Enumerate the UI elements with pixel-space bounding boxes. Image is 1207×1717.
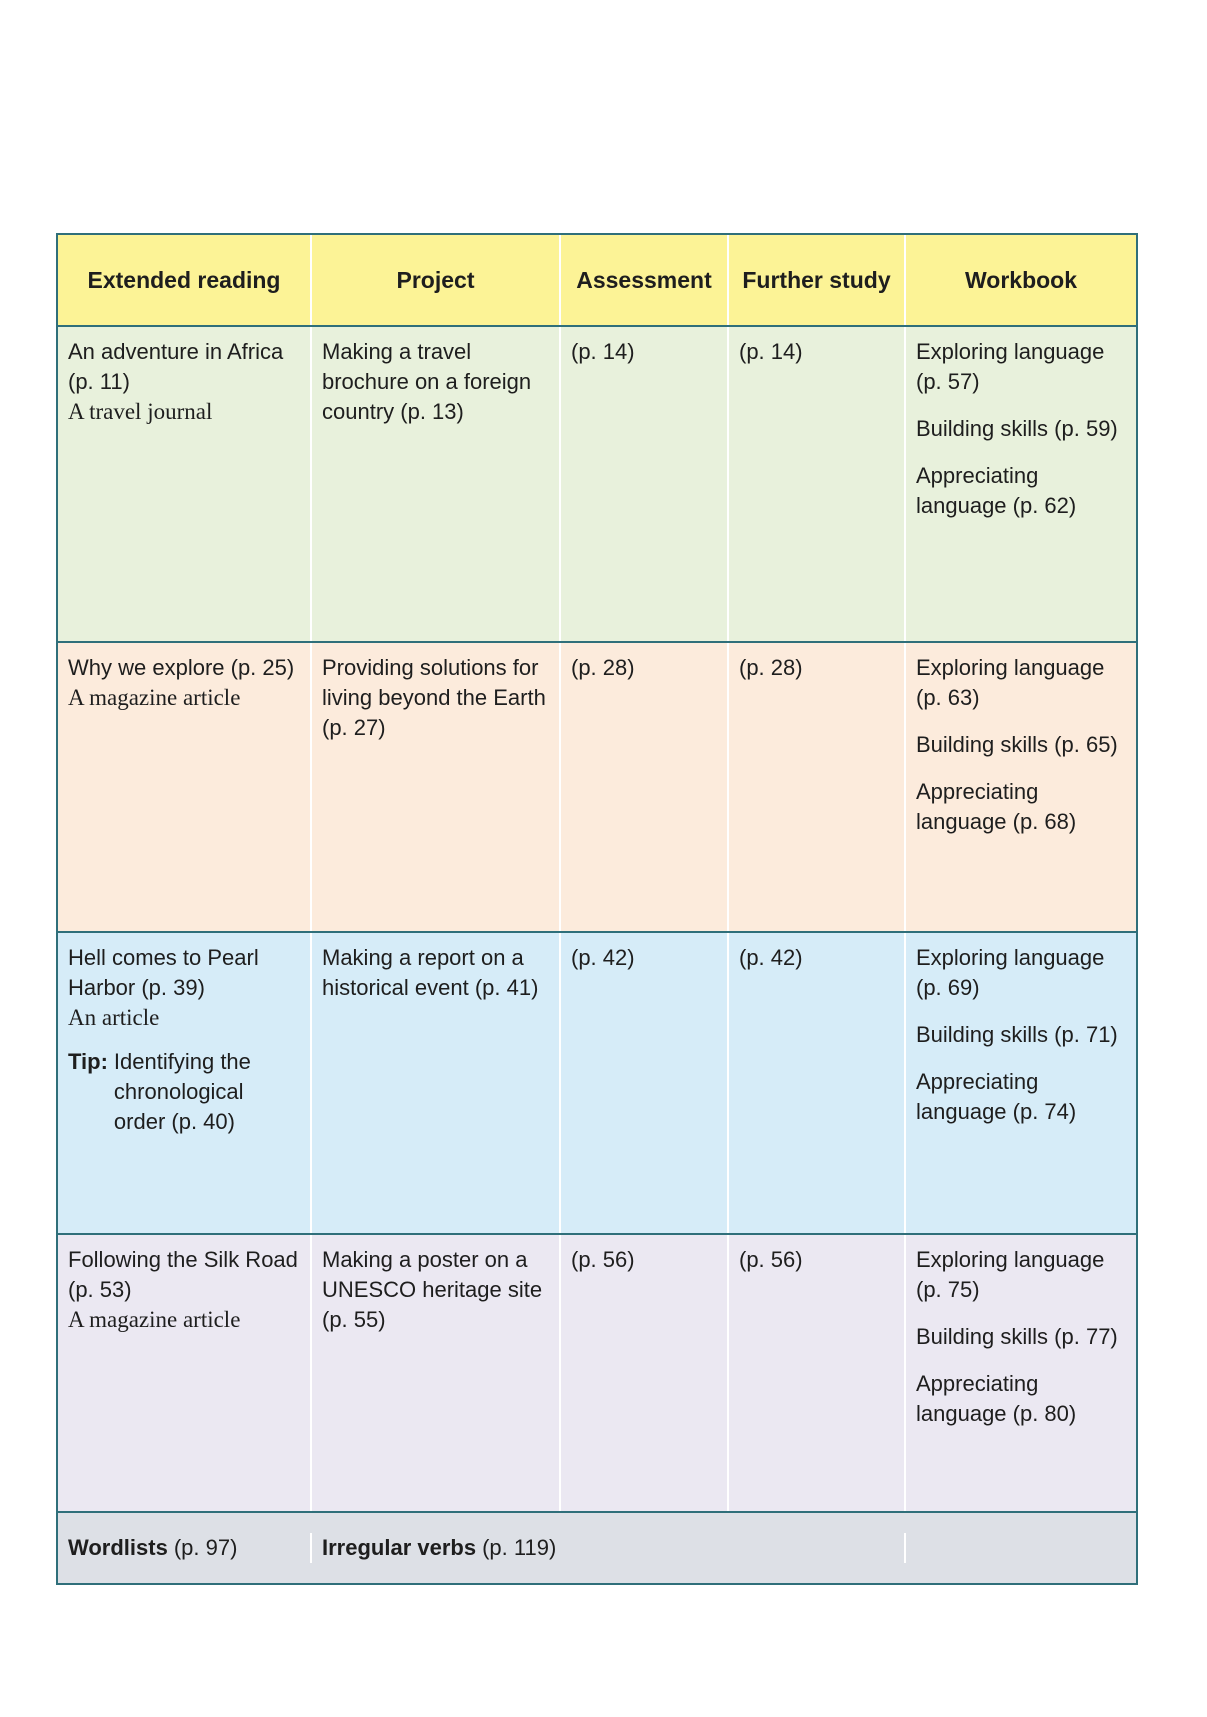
table-row [58, 1235, 1136, 1513]
workbook-exploring-language: Exploring language (p. 69) [916, 945, 1105, 1000]
tip-text: Identifying the chronological order (p. 40) [113, 1049, 251, 1134]
assessment-cell: (p. 42) [561, 933, 729, 1233]
workbook-exploring-language: Exploring language (p. 57) [916, 339, 1105, 394]
workbook-building-skills: Building skills (p. 71) [916, 1022, 1118, 1047]
reading-cell [58, 327, 312, 641]
header-extended-reading: Extended reading [58, 235, 312, 325]
workbook-appreciating-language: Appreciating language (p. 68) [916, 779, 1077, 834]
header-assessment: Assessment [561, 235, 729, 325]
header-workbook: Workbook [964, 267, 1078, 293]
reading-cell [58, 643, 312, 931]
workbook-cell [906, 327, 1136, 641]
contents-table [56, 233, 1138, 1585]
workbook-building-skills: Building skills (p. 59) [916, 416, 1118, 441]
reading-cell [58, 1235, 312, 1511]
reading-title: Why we explore (p. 25) [68, 655, 295, 680]
reading-genre: A magazine article [68, 685, 241, 710]
assessment-cell: (p. 28) [561, 643, 729, 931]
project-cell: Making a poster on a UNESCO heritage site (p. 55) [312, 1235, 561, 1511]
workbook-exploring-language: Exploring language (p. 75) [916, 1247, 1105, 1302]
workbook-cell [906, 1235, 1136, 1511]
workbook-appreciating-language: Appreciating language (p. 80) [916, 1371, 1077, 1426]
workbook-appreciating-language: Appreciating language (p. 74) [916, 1069, 1077, 1124]
wordlists-label: Wordlists [68, 1535, 168, 1560]
irregular-verbs-label: Irregular verbs [322, 1535, 477, 1560]
reading-title: Following the Silk Road (p. 53) [68, 1247, 298, 1302]
assessment-cell: (p. 56) [561, 1235, 729, 1511]
tip-label: Tip: [68, 1049, 108, 1074]
further-study-cell: (p. 28) [729, 643, 906, 931]
reading-tip [68, 1047, 300, 1137]
workbook-exploring-language: Exploring language (p. 63) [916, 655, 1105, 710]
workbook-appreciating-language: Appreciating language (p. 62) [916, 463, 1077, 518]
workbook-cell [906, 643, 1136, 931]
reading-genre: An article [68, 1005, 160, 1030]
workbook-building-skills: Building skills (p. 65) [916, 732, 1118, 757]
reading-genre: A travel journal [68, 399, 213, 424]
reading-title: Hell comes to Pearl Harbor (p. 39) [68, 945, 259, 1000]
header-further-study: Further study [729, 235, 906, 325]
irregular-verbs-ref [312, 1533, 906, 1563]
workbook-building-skills: Building skills (p. 77) [916, 1324, 1118, 1349]
footer-row [58, 1513, 1136, 1583]
header-project: Project [312, 235, 561, 325]
workbook-cell [906, 933, 1136, 1233]
table-row [58, 933, 1136, 1235]
project-cell: Making a report on a historical event (p. 41) [312, 933, 561, 1233]
assessment-cell: (p. 14) [561, 327, 729, 641]
project-cell: Making a travel brochure on a foreign country (p. 13) [312, 327, 561, 641]
project-cell: Providing solutions for living beyond the Earth (p. 27) [312, 643, 561, 931]
further-study-cell: (p. 42) [729, 933, 906, 1233]
further-study-cell: (p. 56) [729, 1235, 906, 1511]
reading-genre: A magazine article [68, 1307, 241, 1332]
wordlists-ref [58, 1533, 312, 1563]
wordlists-page: (p. 97) [173, 1535, 238, 1560]
irregular-verbs-page: (p. 119) [482, 1535, 557, 1560]
further-study-cell: (p. 14) [729, 327, 906, 641]
reading-cell [58, 933, 312, 1233]
reading-title: An adventure in Africa (p. 11) [68, 339, 284, 394]
table-row [58, 327, 1136, 643]
header-row [58, 235, 1136, 327]
table-row [58, 643, 1136, 933]
